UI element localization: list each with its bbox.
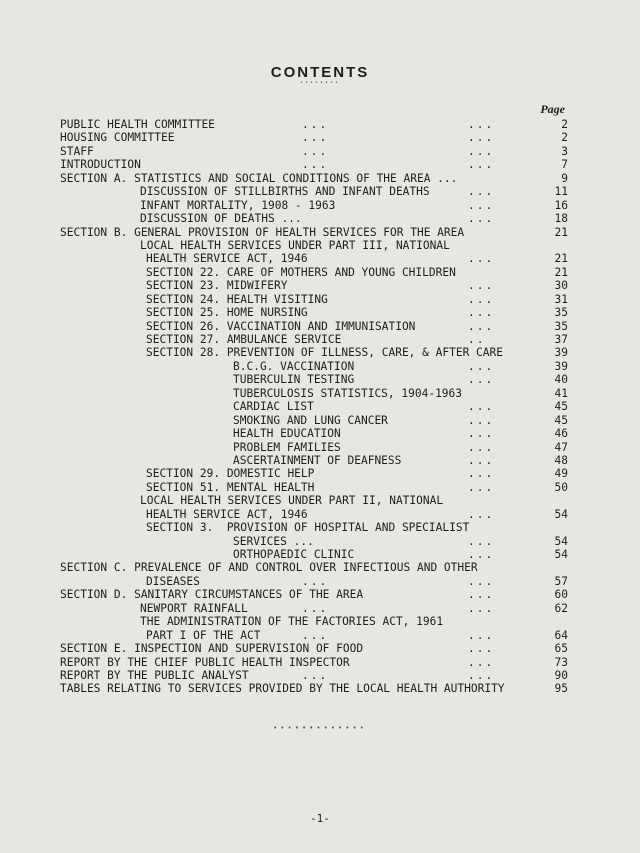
toc-entry	[0, 481, 640, 494]
toc-page-number: 49	[554, 467, 568, 481]
toc-entry-title: TABLES RELATING TO SERVICES PROVIDED BY THE LOCAL HEALTH AUTHORITY	[60, 682, 505, 696]
toc-entry	[0, 656, 640, 669]
toc-leader-dots: ...	[468, 131, 495, 145]
toc-entry-title: ORTHOPAEDIC CLINIC	[233, 548, 355, 561]
toc-entry	[0, 145, 640, 158]
toc-page-number: 39	[554, 346, 568, 360]
toc-page-number: 18	[554, 212, 568, 226]
toc-entry-title: SECTION 26. VACCINATION AND IMMUNISATION	[146, 319, 416, 333]
toc-entry-title: DISCUSSION OF DEATHS ...	[140, 212, 302, 226]
toc-entry	[0, 548, 640, 561]
toc-leader-dots: ...	[468, 440, 495, 454]
toc-leader-dots: ...	[468, 574, 495, 588]
toc-entry	[0, 333, 640, 346]
toc-entry	[0, 508, 640, 521]
toc-page-number: 65	[554, 642, 568, 656]
toc-page-number: 41	[554, 386, 568, 400]
toc-entry	[0, 306, 640, 319]
toc-entry	[0, 346, 640, 359]
toc-page-number: 35	[554, 319, 568, 333]
toc-page-number: 2	[561, 131, 568, 145]
toc-leader-dots: ...	[302, 131, 329, 145]
toc-page-number: 64	[554, 628, 568, 642]
toc-leader-dots: ...	[468, 453, 495, 467]
toc-entry	[0, 561, 640, 574]
toc-page-number: 39	[554, 359, 568, 373]
toc-entry	[0, 427, 640, 440]
toc-leader-dots: ...	[468, 628, 495, 642]
toc-page-number: 21	[554, 225, 568, 239]
toc-entry-title: THE ADMINISTRATION OF THE FACTORIES ACT, 1961	[140, 615, 444, 629]
toc-entry	[0, 441, 640, 454]
toc-leader-dots: ...	[468, 507, 495, 521]
toc-entry-title: STAFF	[60, 144, 94, 158]
toc-entry	[0, 682, 640, 695]
toc-page-number: 45	[554, 413, 568, 427]
page-number: -1-	[310, 812, 330, 825]
toc-page-number: 62	[554, 601, 568, 615]
toc-page-number: 95	[554, 682, 568, 696]
toc-entry-title: SECTION 23. MIDWIFERY	[146, 279, 288, 293]
toc-leader-dots: ...	[468, 319, 495, 333]
toc-page-number: 11	[554, 185, 568, 199]
toc-leader-dots: ...	[302, 628, 329, 642]
toc-leader-dots: ...	[468, 467, 495, 481]
toc-entry	[0, 360, 640, 373]
toc-entry	[0, 118, 640, 131]
toc-leader-dots: ...	[468, 118, 495, 131]
toc-leader-dots: ...	[302, 144, 329, 158]
toc-page-number: 73	[554, 655, 568, 669]
toc-page-number: 31	[554, 292, 568, 306]
title-underline: ••••••••	[299, 80, 341, 86]
table-of-contents	[0, 118, 640, 696]
toc-entry-title: SECTION 25. HOME NURSING	[146, 306, 308, 320]
toc-page-number: 35	[554, 306, 568, 320]
toc-leader-dots: ...	[468, 642, 495, 656]
toc-page-number: 21	[554, 265, 568, 279]
toc-page-number: 54	[554, 534, 568, 548]
toc-leader-dots: ...	[468, 588, 495, 602]
toc-entry	[0, 588, 640, 601]
toc-entry	[0, 642, 640, 655]
toc-leader-dots: ...	[302, 158, 329, 172]
toc-entry-title: SECTION E. INSPECTION AND SUPERVISION OF FOOD	[60, 642, 364, 656]
toc-entry-title: SECTION 27. AMBULANCE SERVICE	[146, 333, 342, 346]
toc-leader-dots: ...	[468, 158, 495, 172]
toc-entry	[0, 454, 640, 467]
toc-entry	[0, 158, 640, 171]
toc-page-number: 47	[554, 440, 568, 454]
toc-leader-dots: ...	[468, 306, 495, 320]
toc-entry	[0, 279, 640, 292]
toc-entry-title: HEALTH SERVICE ACT, 1946	[146, 252, 308, 266]
toc-entry	[0, 293, 640, 306]
toc-entry-title: PUBLIC HEALTH COMMITTEE	[60, 118, 215, 131]
toc-entry	[0, 414, 640, 427]
toc-entry-title: HOUSING COMMITTEE	[60, 131, 175, 145]
toc-leader-dots: ...	[468, 292, 495, 306]
toc-page-number: 37	[554, 333, 568, 346]
toc-entry-title: TUBERCULIN TESTING	[233, 373, 355, 387]
toc-leader-dots: ...	[468, 279, 495, 293]
toc-entry-title: SECTION 51. MENTAL HEALTH	[146, 480, 315, 494]
page-title: CONTENTS	[270, 64, 370, 81]
toc-entry-title: SECTION 28. PREVENTION OF ILLNESS, CARE, & AFTER CARE	[146, 346, 503, 360]
toc-leader-dots: ...	[468, 185, 495, 199]
toc-page-number: 2	[561, 118, 568, 131]
toc-entry	[0, 387, 640, 400]
toc-entry	[0, 131, 640, 144]
toc-entry	[0, 320, 640, 333]
bottom-divider: •••••••••••••	[273, 724, 367, 732]
toc-entry-title: SECTION 24. HEALTH VISITING	[146, 292, 328, 306]
toc-leader-dots: ...	[468, 601, 495, 615]
toc-entry-title: SECTION 3. PROVISION OF HOSPITAL AND SPECIALIST	[146, 521, 470, 535]
toc-entry	[0, 602, 640, 615]
toc-entry	[0, 226, 640, 239]
toc-entry	[0, 266, 640, 279]
toc-leader-dots: ..	[468, 333, 486, 346]
toc-entry-title: ASCERTAINMENT OF DEAFNESS	[233, 453, 402, 467]
toc-leader-dots: ...	[468, 400, 495, 414]
toc-leader-dots: ...	[468, 359, 495, 373]
toc-page-number: 60	[554, 588, 568, 602]
toc-page-number: 54	[554, 507, 568, 521]
toc-entry-title: LOCAL HEALTH SERVICES UNDER PART II, NATIONAL	[140, 494, 444, 508]
toc-page-number: 7	[561, 158, 568, 172]
toc-entry-title: TUBERCULOSIS STATISTICS, 1904-1963	[233, 386, 463, 400]
toc-entry	[0, 615, 640, 628]
toc-entry-title: DISCUSSION OF STILLBIRTHS AND INFANT DEATHS	[140, 185, 430, 199]
toc-entry	[0, 400, 640, 413]
toc-page-number: 3	[561, 144, 568, 158]
toc-entry	[0, 669, 640, 682]
toc-page-number: 30	[554, 279, 568, 293]
toc-entry-title: SECTION 22. CARE OF MOTHERS AND YOUNG CHILDREN	[146, 265, 456, 279]
toc-entry-title: DISEASES	[146, 574, 200, 588]
toc-leader-dots: ...	[468, 144, 495, 158]
toc-leader-dots: ...	[302, 601, 329, 615]
toc-leader-dots: ...	[468, 373, 495, 387]
toc-page-number: 45	[554, 400, 568, 414]
toc-entry	[0, 629, 640, 642]
toc-leader-dots: ...	[302, 118, 329, 131]
toc-entry-title: SMOKING AND LUNG CANCER	[233, 413, 388, 427]
toc-leader-dots: ...	[468, 655, 495, 669]
toc-entry-title: PART I OF THE ACT	[146, 628, 261, 642]
toc-entry-title: NEWPORT RAINFALL	[140, 601, 248, 615]
toc-entry-title: REPORT BY THE CHIEF PUBLIC HEALTH INSPECTOR	[60, 655, 350, 669]
toc-entry	[0, 535, 640, 548]
toc-leader-dots: ...	[468, 534, 495, 548]
toc-page-number: 57	[554, 574, 568, 588]
toc-entry-title: HEALTH SERVICE ACT, 1946	[146, 507, 308, 521]
toc-leader-dots: ...	[468, 427, 495, 441]
toc-entry-title: SECTION A. STATISTICS AND SOCIAL CONDITIONS OF THE AREA ...	[60, 171, 458, 185]
toc-page-number: 54	[554, 548, 568, 561]
toc-leader-dots: ...	[302, 668, 329, 682]
toc-entry-title: SECTION C. PREVALENCE OF AND CONTROL OVER INFECTIOUS AND OTHER	[60, 561, 478, 575]
toc-entry-title: B.C.G. VACCINATION	[233, 359, 355, 373]
toc-leader-dots: ...	[468, 198, 495, 212]
toc-entry-title: SECTION D. SANITARY CIRCUMSTANCES OF THE AREA	[60, 588, 364, 602]
toc-entry-title: SERVICES ...	[233, 534, 314, 548]
toc-entry	[0, 199, 640, 212]
toc-leader-dots: ...	[468, 480, 495, 494]
toc-entry	[0, 494, 640, 507]
toc-leader-dots: ...	[468, 212, 495, 226]
toc-page-number: 9	[561, 171, 568, 185]
toc-leader-dots: ...	[468, 413, 495, 427]
toc-entry-title: INFANT MORTALITY, 1908 - 1963	[140, 198, 336, 212]
toc-page-number: 90	[554, 668, 568, 682]
page-column-heading: Page	[540, 102, 565, 116]
toc-entry	[0, 575, 640, 588]
toc-leader-dots: ...	[468, 548, 495, 561]
toc-entry	[0, 212, 640, 225]
toc-leader-dots: ...	[468, 252, 495, 266]
toc-entry-title: SECTION 29. DOMESTIC HELP	[146, 467, 315, 481]
toc-page-number: 48	[554, 453, 568, 467]
toc-entry	[0, 185, 640, 198]
toc-entry-title: PROBLEM FAMILIES	[233, 440, 341, 454]
toc-entry	[0, 172, 640, 185]
toc-entry-title: HEALTH EDUCATION	[233, 427, 341, 441]
toc-entry	[0, 239, 640, 252]
toc-entry-title: CARDIAC LIST	[233, 400, 314, 414]
toc-entry-title: LOCAL HEALTH SERVICES UNDER PART III, NATIONAL	[140, 238, 450, 252]
toc-entry-title: REPORT BY THE PUBLIC ANALYST	[60, 668, 249, 682]
toc-page-number: 50	[554, 480, 568, 494]
toc-entry-title: SECTION B. GENERAL PROVISION OF HEALTH SERVICES FOR THE AREA	[60, 225, 465, 239]
toc-entry	[0, 252, 640, 265]
toc-entry-title: INTRODUCTION	[60, 158, 141, 172]
toc-entry	[0, 521, 640, 534]
toc-entry	[0, 373, 640, 386]
toc-page-number: 46	[554, 427, 568, 441]
toc-entry	[0, 467, 640, 480]
toc-page-number: 40	[554, 373, 568, 387]
toc-leader-dots: ...	[302, 574, 329, 588]
toc-leader-dots: ...	[468, 668, 495, 682]
toc-page-number: 21	[554, 252, 568, 266]
toc-page-number: 16	[554, 198, 568, 212]
